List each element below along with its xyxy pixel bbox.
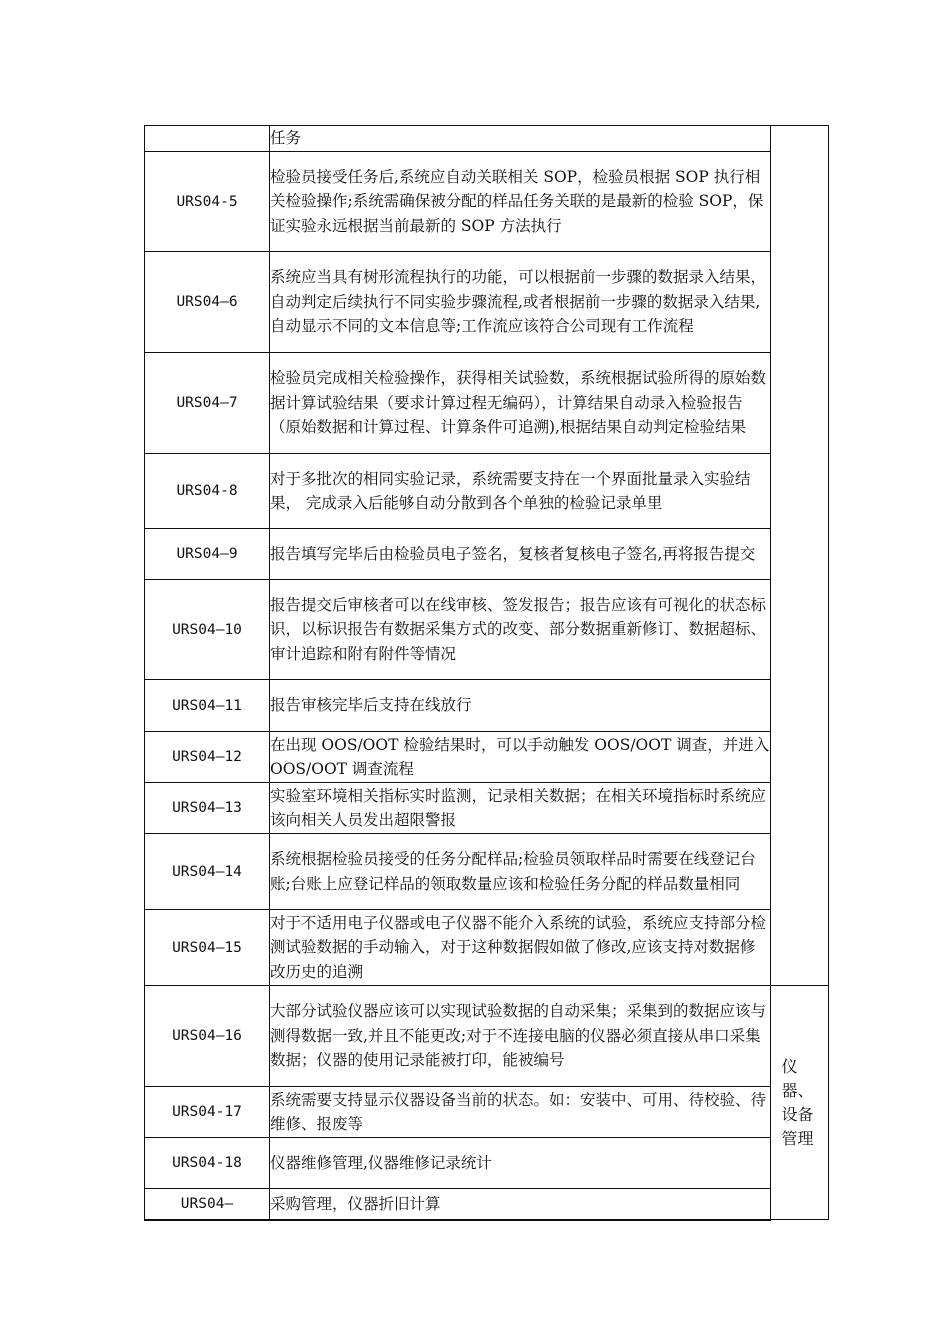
table-row: [145, 252, 829, 353]
requirement-description: 仪器维修管理,仪器维修记录统计: [270, 1138, 771, 1189]
table-row: [145, 580, 829, 680]
table-row: [145, 353, 829, 454]
requirement-id: URS04-18: [145, 1138, 270, 1189]
requirement-id: URS04—14: [145, 834, 270, 910]
table-row: [145, 152, 829, 252]
requirement-description: 任务: [270, 126, 771, 152]
category-cell-blank: [771, 126, 829, 986]
table-row: [145, 1138, 829, 1189]
category-cell: [771, 986, 829, 1220]
requirement-description: 报告填写完毕后由检验员电子签名，复核者复核电子签名,再将报告提交: [270, 529, 771, 580]
requirement-description: 报告审核完毕后支持在线放行: [270, 680, 771, 732]
requirement-description: 系统需要支持显示仪器设备当前的状态。如：安装中、可用、待校验、待维修、报废等: [270, 1087, 771, 1138]
requirement-id: URS04—12: [145, 732, 270, 783]
requirement-id: URS04—15: [145, 910, 270, 986]
requirement-id: URS04—16: [145, 986, 270, 1087]
requirement-description: 在出现 OOS/OOT 检验结果时，可以手动触发 OOS/OOT 调查，并进入 OOS/OOT 调查流程: [270, 732, 771, 783]
requirement-description: 系统根据检验员接受的任务分配样品;检验员领取样品时需要在线登记台账;台账上应登记样品的领取数量应该和检验任务分配的样品数量相同: [270, 834, 771, 910]
requirement-description: 采购管理，仪器折旧计算: [270, 1189, 771, 1220]
requirement-id: URS04-8: [145, 454, 270, 529]
table-row: [145, 454, 829, 529]
table-row: [145, 680, 829, 732]
requirement-description: 实验室环境相关指标实时监测，记录相关数据；在相关环境指标时系统应该向相关人员发出超限警报: [270, 783, 771, 834]
table-row: [145, 732, 829, 783]
requirement-id: URS04—: [145, 1189, 270, 1220]
requirement-description: 对于不适用电子仪器或电子仪器不能介入系统的试验，系统应支持部分检测试验数据的手动输入，对于这种数据假如做了修改,应该支持对数据修改历史的追溯: [270, 910, 771, 986]
requirement-id: URS04—10: [145, 580, 270, 680]
requirement-description: 系统应当具有树形流程执行的功能，可以根据前一步骤的数据录入结果，自动判定后续执行不同实验步骤流程,或者根据前一步骤的数据录入结果,自动显示不同的文本信息等;工作流应该符合公司现有工作流程: [270, 252, 771, 353]
requirement-id: URS04—9: [145, 529, 270, 580]
requirement-id: URS04—7: [145, 353, 270, 454]
category-label: 仪器、设备管理: [781, 1056, 814, 1148]
requirement-id: URS04-17: [145, 1087, 270, 1138]
requirement-id: [145, 126, 270, 152]
requirements-table: [144, 125, 829, 1221]
requirement-id: URS04—6: [145, 252, 270, 353]
table-row: [145, 910, 829, 986]
requirement-id: URS04—13: [145, 783, 270, 834]
table-row: [145, 1087, 829, 1138]
requirement-description: 检验员接受任务后,系统应自动关联相关 SOP，检验员根据 SOP 执行相关检验操作;系统需确保被分配的样品任务关联的是最新的检验 SOP，保证实验永远根据当前最新的 SOP 方法执行: [270, 152, 771, 252]
table-row: [145, 783, 829, 834]
table-row: [145, 834, 829, 910]
table-row: [145, 1189, 829, 1220]
requirement-description: 大部分试验仪器应该可以实现试验数据的自动采集；采集到的数据应该与测得数据一致,并且不能更改;对于不连接电脑的仪器必须直接从串口采集数据；仪器的使用记录能被打印，能被编号: [270, 986, 771, 1087]
requirement-description: 对于多批次的相同实验记录，系统需要支持在一个界面批量录入实验结果， 完成录入后能够自动分散到各个单独的检验记录单里: [270, 454, 771, 529]
table-row: [145, 986, 829, 1087]
requirement-id: URS04-5: [145, 152, 270, 252]
requirement-description: 检验员完成相关检验操作，获得相关试验数，系统根据试验所得的原始数据计算试验结果（要求计算过程无编码），计算结果自动录入检验报告（原始数据和计算过程、计算条件可追溯),根据结果自动判定检验结果: [270, 353, 771, 454]
requirement-id: URS04—11: [145, 680, 270, 732]
table-row: [145, 126, 829, 152]
requirement-description: 报告提交后审核者可以在线审核、签发报告；报告应该有可视化的状态标识，以标识报告有数据采集方式的改变、部分数据重新修订、数据超标、审计追踪和附有附件等情况: [270, 580, 771, 680]
table-row: [145, 529, 829, 580]
